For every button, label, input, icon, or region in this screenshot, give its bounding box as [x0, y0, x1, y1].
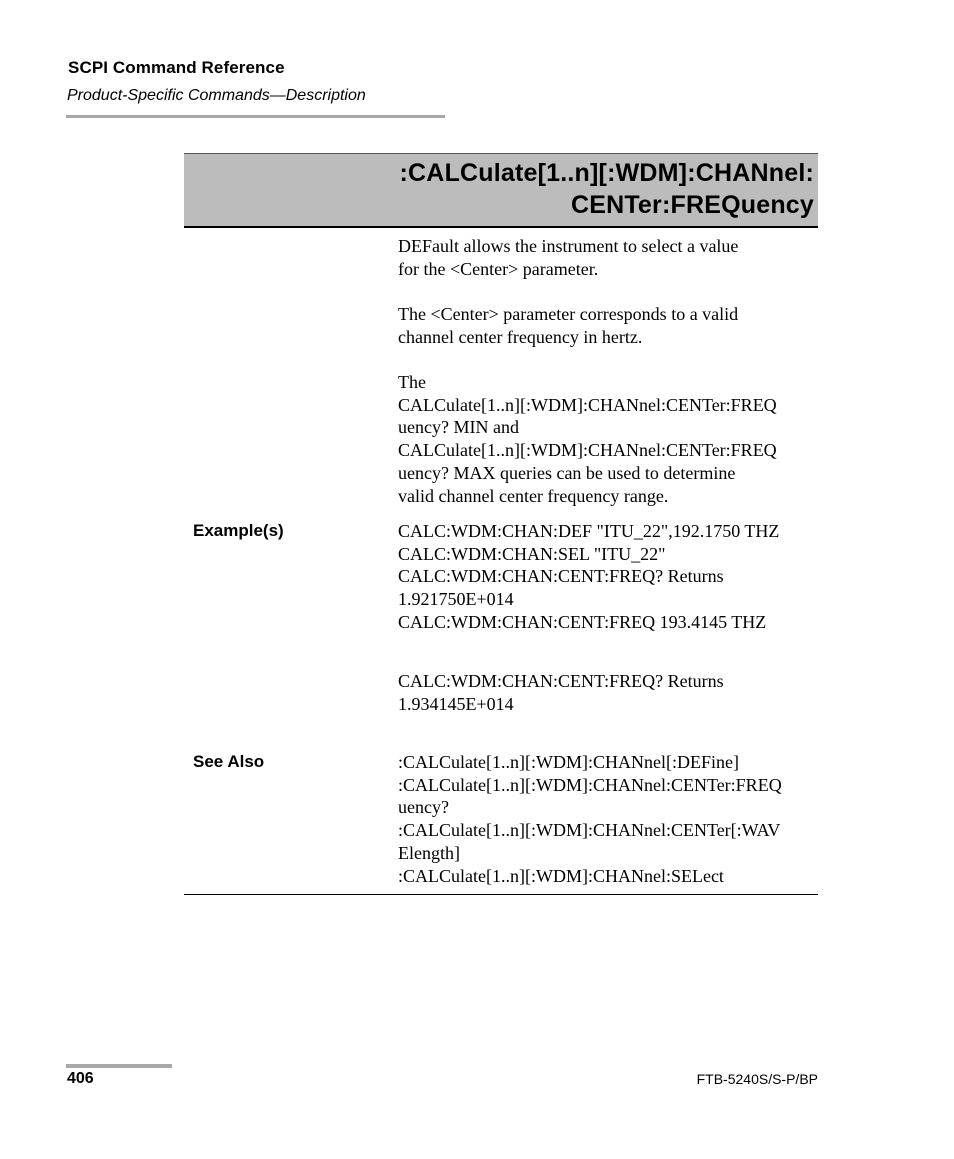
examples-block-2: CALC:WDM:CHAN:CENT:FREQ? Returns 1.934145E+014 — [398, 671, 724, 714]
product-name: FTB-5240S/S-P/BP — [696, 1071, 818, 1087]
command-title-line2: CENTer:FREQuency — [570, 191, 814, 219]
header-rule — [66, 115, 445, 118]
table-bottom-rule — [184, 894, 818, 895]
description-para-1: DEFault allows the instrument to select a value for the <Center> parameter. — [398, 236, 739, 279]
command-title-line1: :CALCulate[1..n][:WDM]:CHANnel: — [399, 159, 814, 187]
examples-label: Example(s) — [193, 521, 284, 540]
command-banner — [184, 153, 818, 228]
examples-block-1: CALC:WDM:CHAN:DEF "ITU_22",192.1750 THZ CALC:WDM:CHAN:SEL "ITU_22" CALC:WDM:CHAN:CENT:FREQ? Returns 1.921750E+014 CALC:WDM:CHAN:CENT:FREQ 193.4145 THZ — [398, 521, 780, 632]
section-title: SCPI Command Reference — [68, 58, 285, 77]
see-also-label: See Also — [193, 752, 265, 771]
section-subtitle: Product-Specific Commands—Description — [67, 87, 366, 104]
page-number: 406 — [67, 1070, 94, 1087]
description-para-2: The <Center> parameter corresponds to a valid channel center frequency in hertz. — [398, 304, 739, 347]
footer-rule — [66, 1064, 172, 1068]
command-title — [400, 157, 814, 221]
see-also-list: :CALCulate[1..n][:WDM]:CHANnel[:DEFine] :CALCulate[1..n][:WDM]:CHANnel:CENTer:FREQ uency? :CALCulate[1..n][:WDM]:CHANnel:CENTer[:WAV Elength] :CALCulate[1..n][:WDM]:CHANnel:SELect — [398, 752, 782, 886]
description-para-3: The CALCulate[1..n][:WDM]:CHANnel:CENTer:FREQ uency? MIN and CALCulate[1..n][:WDM]:CHANnel:CENTer:FREQ uency? MAX queries can be used to determine valid channel center frequency range. — [398, 372, 777, 506]
